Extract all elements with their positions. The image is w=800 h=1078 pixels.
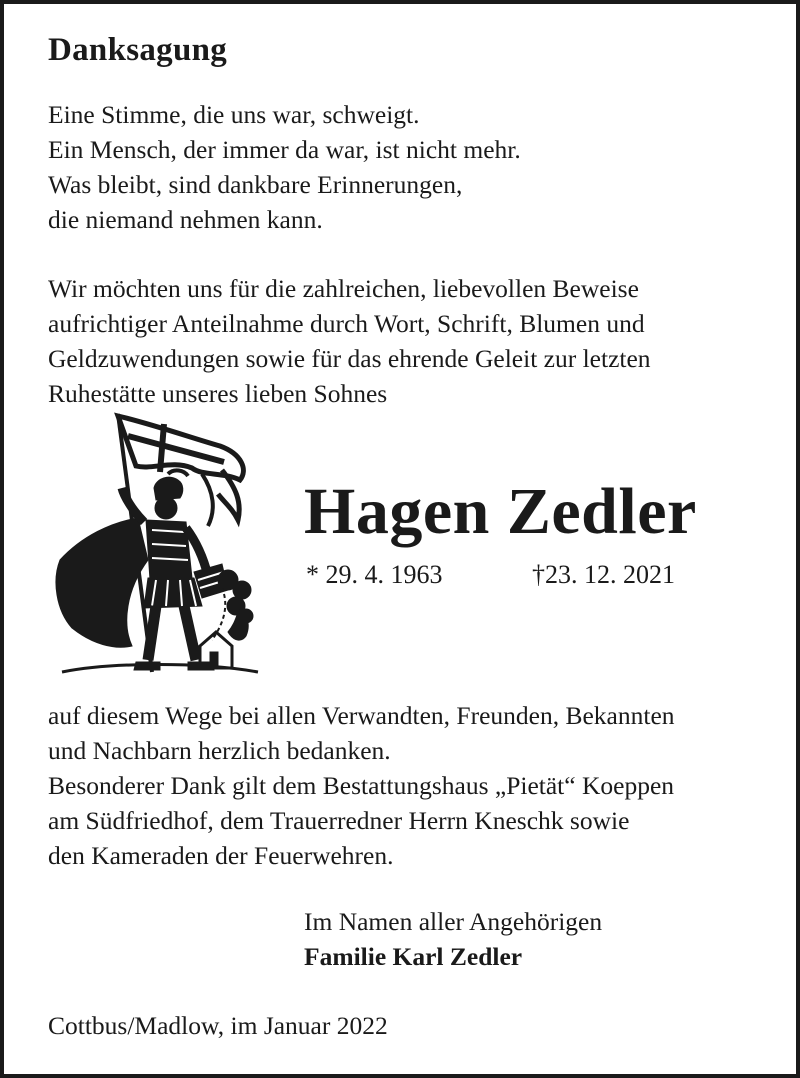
poem-line: Ein Mensch, der immer da war, ist nicht mehr. <box>48 135 521 164</box>
place-date: Cottbus/Madlow, im Januar 2022 <box>48 1011 388 1040</box>
poem-line: die niemand nehmen kann. <box>48 205 323 234</box>
family-name: Familie Karl Zedler <box>304 942 523 971</box>
signature <box>304 904 602 974</box>
death-date: †23. 12. 2021 <box>532 560 675 589</box>
birth-date: * 29. 4. 1963 <box>306 560 443 589</box>
thanks-outro-line: am Südfriedhof, dem Trauerredner Herrn Kneschk sowie <box>48 806 630 835</box>
thanks-outro-line: und Nachbarn herzlich bedanken. <box>48 736 391 765</box>
thanks-outro <box>48 698 675 873</box>
heading: Danksagung <box>48 32 228 68</box>
thanks-outro-line: den Kameraden der Feuerwehren. <box>48 841 394 870</box>
thanks-intro <box>48 271 651 411</box>
signature-line: Im Namen aller Angehörigen <box>304 907 603 936</box>
thanks-outro-line: Besonderer Dank gilt dem Bestattungshaus „Pietät“ Koeppen <box>48 771 675 800</box>
saint-florian-firefighter-with-flag-icon <box>52 410 262 680</box>
poem-line: Was bleibt, sind dankbare Erinnerungen, <box>48 170 463 199</box>
poem <box>48 97 521 237</box>
poem-line: Eine Stimme, die uns war, schweigt. <box>48 100 420 129</box>
thanks-intro-line: Ruhestätte unseres lieben Sohnes <box>48 379 388 408</box>
thanks-intro-line: aufrichtiger Anteilnahme durch Wort, Schrift, Blumen und <box>48 309 645 338</box>
thanks-intro-line: Wir möchten uns für die zahlreichen, liebevollen Beweise <box>48 274 639 303</box>
thanks-outro-line: auf diesem Wege bei allen Verwandten, Freunden, Bekannten <box>48 701 675 730</box>
thanks-intro-line: Geldzuwendungen sowie für das ehrende Geleit zur letzten <box>48 344 651 373</box>
deceased-name: Hagen Zedler <box>304 475 697 548</box>
